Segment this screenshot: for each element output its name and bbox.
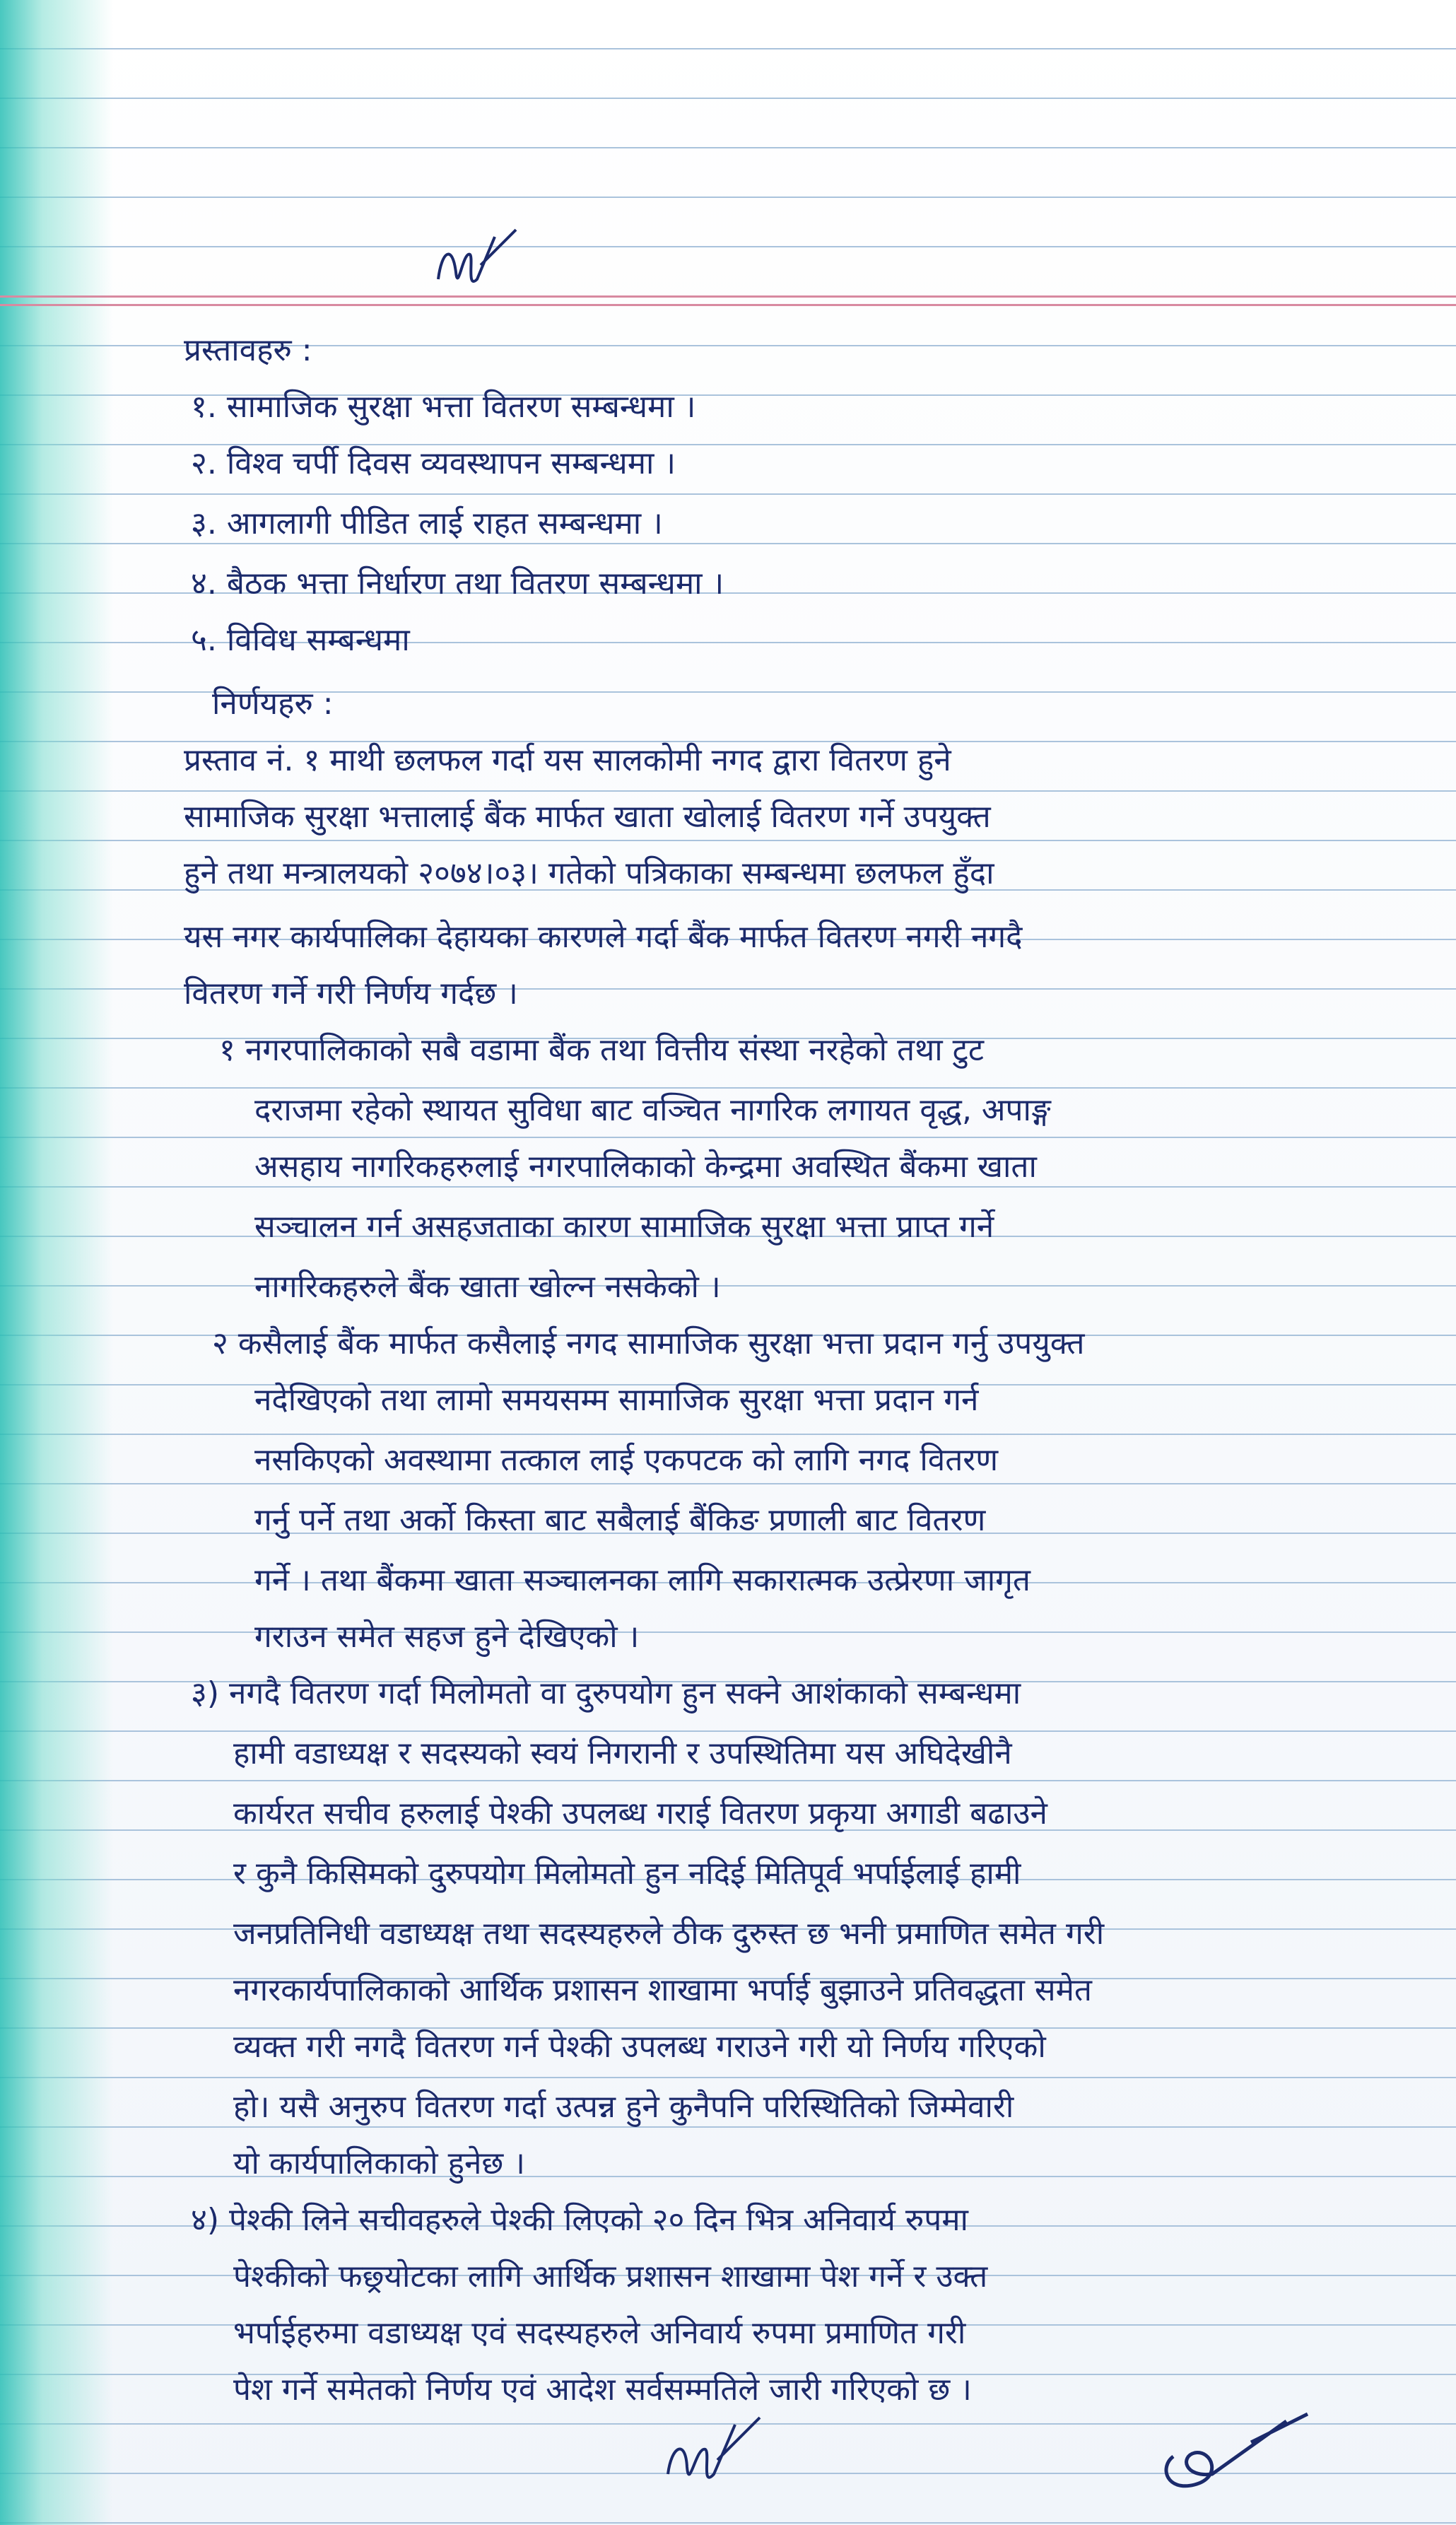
proposal-item: १. सामाजिक सुरक्षा भत्ता वितरण सम्बन्धमा ।: [191, 389, 696, 425]
decision-line: १ नगरपालिकाको सबै वडामा बैंक तथा वित्तीय संस्था नरहेको तथा टुट: [219, 1032, 984, 1068]
decision-line: प्रस्ताव नं. १ माथी छलफल गर्दा यस सालकोमी नगद द्वारा वितरण हुने: [184, 742, 951, 778]
proposals-heading: प्रस्तावहरु :: [184, 332, 312, 368]
decision-line: हामी वडाध्यक्ष र सदस्यको स्वयं निगरानी र उपस्थितिमा यस अघिदेखीनै: [233, 1735, 1012, 1771]
decision-line: हुने तथा मन्त्रालयको २०७४।०३। गतेको पत्रिकाका सम्बन्धमा छलफल हुँदा: [184, 855, 994, 891]
decisions-heading: निर्णयहरु :: [212, 686, 334, 722]
decision-line: दराजमा रहेको स्थायत सुविधा बाट वञ्चित नागरिक लगायत वृद्ध, अपाङ्ग: [254, 1092, 1051, 1128]
proposal-item: ५. विविध सम्बन्धमा: [191, 622, 410, 658]
decision-line: यो कार्यपालिकाको हुनेछ ।: [233, 2145, 525, 2181]
decision-line: कार्यरत सचीव हरुलाई पेश्की उपलब्ध गराई वितरण प्रकृया अगाडी बढाउने: [233, 1795, 1047, 1832]
decision-line: सञ्चालन गर्न असहजताका कारण सामाजिक सुरक्षा भत्ता प्राप्त गर्ने: [254, 1209, 994, 1245]
chairperson-signature: [1145, 2400, 1329, 2506]
decision-line: ४) पेश्की लिने सचीवहरुले पेश्की लिएको २० दिन भित्र अनिवार्य रुपमा: [191, 2202, 968, 2238]
decision-line: जनप्रतिनिधी वडाध्यक्ष तथा सदस्यहरुले ठीक दुरुस्त छ भनी प्रमाणित समेत गरी: [233, 1916, 1105, 1952]
decision-line: वितरण गर्ने गरी निर्णय गर्दछ ।: [184, 976, 518, 1012]
decision-line: नागरिकहरुले बैंक खाता खोल्न नसकेको ।: [254, 1269, 721, 1305]
decision-line: गर्ने । तथा बैंकमा खाता सञ्चालनका लागि सकारात्मक उत्प्रेरणा जागृत: [254, 1562, 1031, 1598]
decision-line: नगरकार्यपालिकाको आर्थिक प्रशासन शाखामा भर्पाई बुझाउने प्रतिवद्धता समेत: [233, 1972, 1092, 2008]
decision-line: र कुनै किसिमको दुरुपयोग मिलोमतो हुन नदिई मितिपूर्व भर्पाईलाई हामी: [233, 1856, 1021, 1892]
decision-line: नदेखिएको तथा लामो समयसम्म सामाजिक सुरक्षा भत्ता प्रदान गर्न: [254, 1382, 979, 1418]
proposal-item: २. विश्व चर्पी दिवस व्यवस्थापन सम्बन्धमा ।: [191, 445, 676, 481]
page-top-margin-line-2: [0, 304, 1456, 306]
decision-line: पेश्कीको फछ्र्योटका लागि आर्थिक प्रशासन शाखामा पेश गर्ने र उक्त: [233, 2259, 988, 2295]
decision-line: व्यक्त गरी नगदै वितरण गर्न पेश्की उपलब्ध गराउने गरी यो निर्णय गरिएको: [233, 2029, 1046, 2065]
decision-line: ३) नगदै वितरण गर्दा मिलोमतो वा दुरुपयोग हुन सक्ने आशंकाको सम्बन्धमा: [191, 1675, 1021, 1711]
decision-line: गराउन समेत सहज हुने देखिएको ।: [254, 1619, 640, 1655]
decision-line: सामाजिक सुरक्षा भत्तालाई बैंक मार्फत खाता खोलाई वितरण गर्ने उपयुक्त: [184, 799, 991, 835]
decision-line: गर्नु पर्ने तथा अर्को किस्ता बाट सबैलाई बैंकिङ प्रणाली बाट वितरण: [254, 1502, 986, 1538]
decision-line: यस नगर कार्यपालिका देहायका कारणले गर्दा बैंक मार्फत वितरण नगरी नगदै: [184, 919, 1023, 955]
proposal-item: ३. आगलागी पीडित लाई राहत सम्बन्धमा ।: [191, 505, 663, 541]
proposal-item: ४. बैठक भत्ता निर्धारण तथा वितरण सम्बन्धमा ।: [191, 566, 724, 602]
page-top-margin-line: [0, 295, 1456, 298]
top-initial-signature: [424, 223, 530, 315]
decision-line: हो। यसै अनुरुप वितरण गर्दा उत्पन्न हुने कुनैपनि परिस्थितिको जिम्मेवारी: [233, 2089, 1014, 2125]
decision-line: नसकिएको अवस्थामा तत्काल लाई एकपटक को लागि नगद वितरण: [254, 1442, 999, 1478]
bottom-initial-signature: [657, 2407, 770, 2506]
decision-line: असहाय नागरिकहरुलाई नगरपालिकाको केन्द्रमा अवस्थित बैंकमा खाता: [254, 1149, 1037, 1185]
decision-line: पेश गर्ने समेतको निर्णय एवं आदेश सर्वसम्मतिले जारी गरिएको छ ।: [233, 2372, 972, 2408]
decision-line: भर्पाईहरुमा वडाध्यक्ष एवं सदस्यहरुले अनिवार्य रुपमा प्रमाणित गरी: [233, 2315, 966, 2351]
decision-line: २ कसैलाई बैंक मार्फत कसैलाई नगद सामाजिक सुरक्षा भत्ता प्रदान गर्नु उपयुक्त: [212, 1325, 1085, 1361]
